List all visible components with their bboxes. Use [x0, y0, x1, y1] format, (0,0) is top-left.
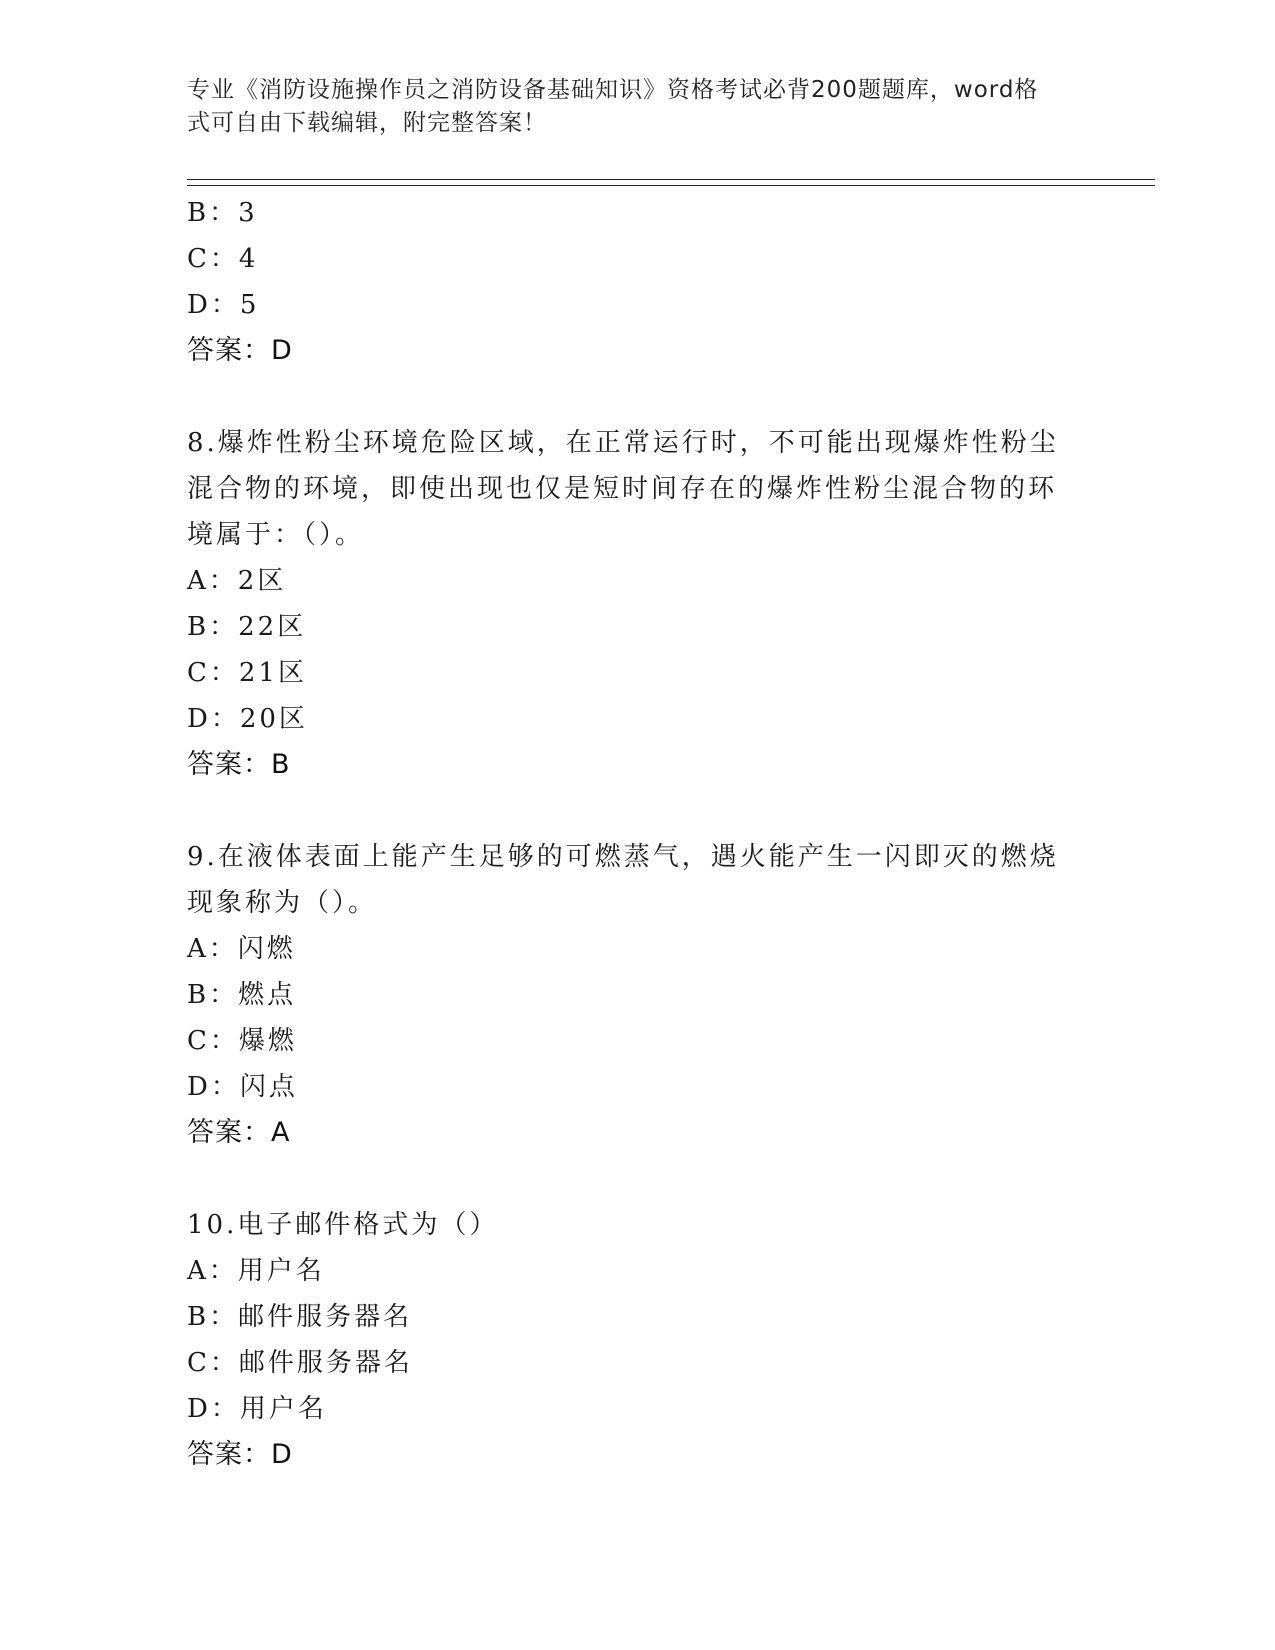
option-b: B：燃点 — [187, 980, 297, 1010]
answer-label: 答案：B — [187, 749, 291, 780]
option-b: B：22区 — [187, 612, 307, 642]
question-7-continued — [187, 190, 1087, 374]
answer-label: 答案：D — [187, 335, 293, 366]
question-text-line: 现象称为（）。 — [187, 888, 378, 918]
question-text-line: 10.电子邮件格式为（） — [187, 1210, 499, 1240]
answer-label: 答案：A — [187, 1117, 291, 1148]
option-c: C：21区 — [187, 658, 307, 688]
option-c: C：邮件服务器名 — [187, 1348, 413, 1378]
option-d: D：5 — [187, 290, 260, 320]
option-b: B：3 — [187, 198, 258, 228]
document-header — [187, 74, 1087, 140]
question-list — [187, 190, 1087, 1478]
header-title-line-1: 专业《消防设施操作员之消防设备基础知识》资格考试必背200题题库，word格 — [187, 77, 1039, 103]
option-a: A：用户名 — [187, 1256, 325, 1286]
spacer — [187, 788, 1087, 834]
question-9 — [187, 834, 1087, 1156]
question-text-line: 8.爆炸性粉尘环境危险区域，在正常运行时，不可能出现爆炸性粉尘 — [187, 428, 1059, 458]
question-text-line: 混合物的环境，即使出现也仅是短时间存在的爆炸性粉尘混合物的环 — [187, 474, 1058, 504]
question-8 — [187, 420, 1087, 788]
option-d: D：20区 — [187, 704, 308, 734]
question-text-line: 境属于：（）。 — [187, 520, 365, 550]
spacer — [187, 374, 1087, 420]
question-text-line: 9.在液体表面上能产生足够的可燃蒸气，遇火能产生一闪即灭的燃烧 — [187, 842, 1059, 872]
header-divider-bottom — [187, 185, 1155, 186]
option-d: D：闪点 — [187, 1072, 298, 1102]
option-a: A：闪燃 — [187, 934, 296, 964]
option-c: C：4 — [187, 244, 259, 274]
option-d: D：用户名 — [187, 1394, 327, 1424]
option-b: B：邮件服务器名 — [187, 1302, 413, 1332]
question-10 — [187, 1202, 1087, 1478]
header-title-line-2: 式可自由下载编辑，附完整答案！ — [187, 110, 547, 136]
header-divider-top — [187, 179, 1155, 180]
option-a: A：2区 — [187, 566, 287, 596]
answer-label: 答案：D — [187, 1439, 293, 1470]
spacer — [187, 1156, 1087, 1202]
option-c: C：爆燃 — [187, 1026, 297, 1056]
